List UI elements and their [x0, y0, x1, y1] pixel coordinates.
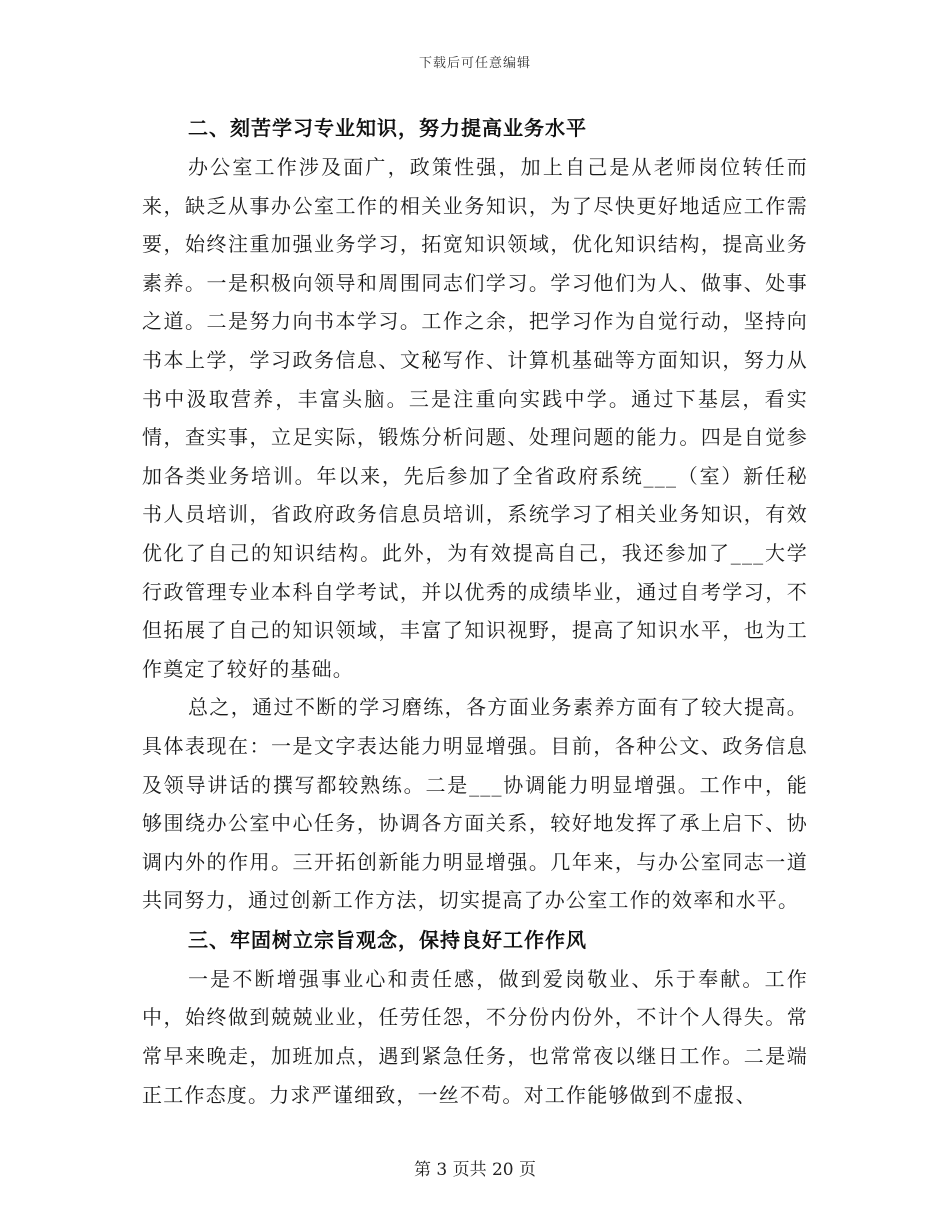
document-body	[142, 108, 808, 1114]
section-2-paragraph-1: 办公室工作涉及面广，政策性强，加上自己是从老师岗位转任而来，缺乏从事办公室工作的相关业务知识，为了尽快更好地适应工作需要，始终注重加强业务学习，拓宽知识领域，优化知识结构，提高业务素养。一是积极向领导和周围同志们学习。学习他们为人、做事、处事之道。二是努力向书本学习。工作之余，把学习作为自觉行动，坚持向书本上学，学习政务信息、文秘写作、计算机基础等方面知识，努力从书中汲取营养，丰富头脑。三是注重向实践中学。通过下基层，看实情，查实事，立足实际，锻炼分析问题、处理问题的能力。四是自觉参加各类业务培训。年以来，先后参加了全省政府系统___（室）新任秘书人员培训，省政府政务信息员培训，系统学习了相关业务知识，有效优化了自己的知识结构。此外，为有效提高自己，我还参加了___大学行政管理专业本科自学考试，并以优秀的成绩毕业，通过自考学习，不但拓展了自己的知识领域，丰富了知识视野，提高了知识水平，也为工作奠定了较好的基础。	[142, 155, 808, 681]
section-heading-3: 三、牢固树立宗旨观念，保持良好工作作风	[188, 927, 587, 952]
page-number-footer: 第 3 页共 20 页	[413, 1160, 537, 1180]
section-3-paragraph-1: 一是不断增强事业心和责任感，做到爱岗敬业、乐于奉献。工作中，始终做到兢兢业业，任劳任怨，不分份内份外，不计个人得失。常常早来晚走，加班加点，遇到紧急任务，也常常夜以继日工作。二是端正工作态度。力求严谨细致，一丝不苟。对工作能够做到不虚报、	[142, 966, 808, 1107]
section-heading-2: 二、刻苦学习专业知识，努力提高业务水平	[188, 116, 587, 140]
section-2-paragraph-2: 总之，通过不断的学习磨练，各方面业务素养方面有了较大提高。具体表现在：一是文字表达能力明显增强。目前，各种公文、政务信息及领导讲话的撰写都较熟练。二是___协调能力明显增强。工作中，能够围绕办公室中心任务，协调各方面关系，较好地发挥了承上启下、协调内外的作用。三开拓创新能力明显增强。几年来，与办公室同志一道共同努力，通过创新工作方法，切实提高了办公室工作的效率和水平。	[142, 695, 808, 913]
page-header-note: 下载后可任意编辑	[418, 56, 531, 71]
